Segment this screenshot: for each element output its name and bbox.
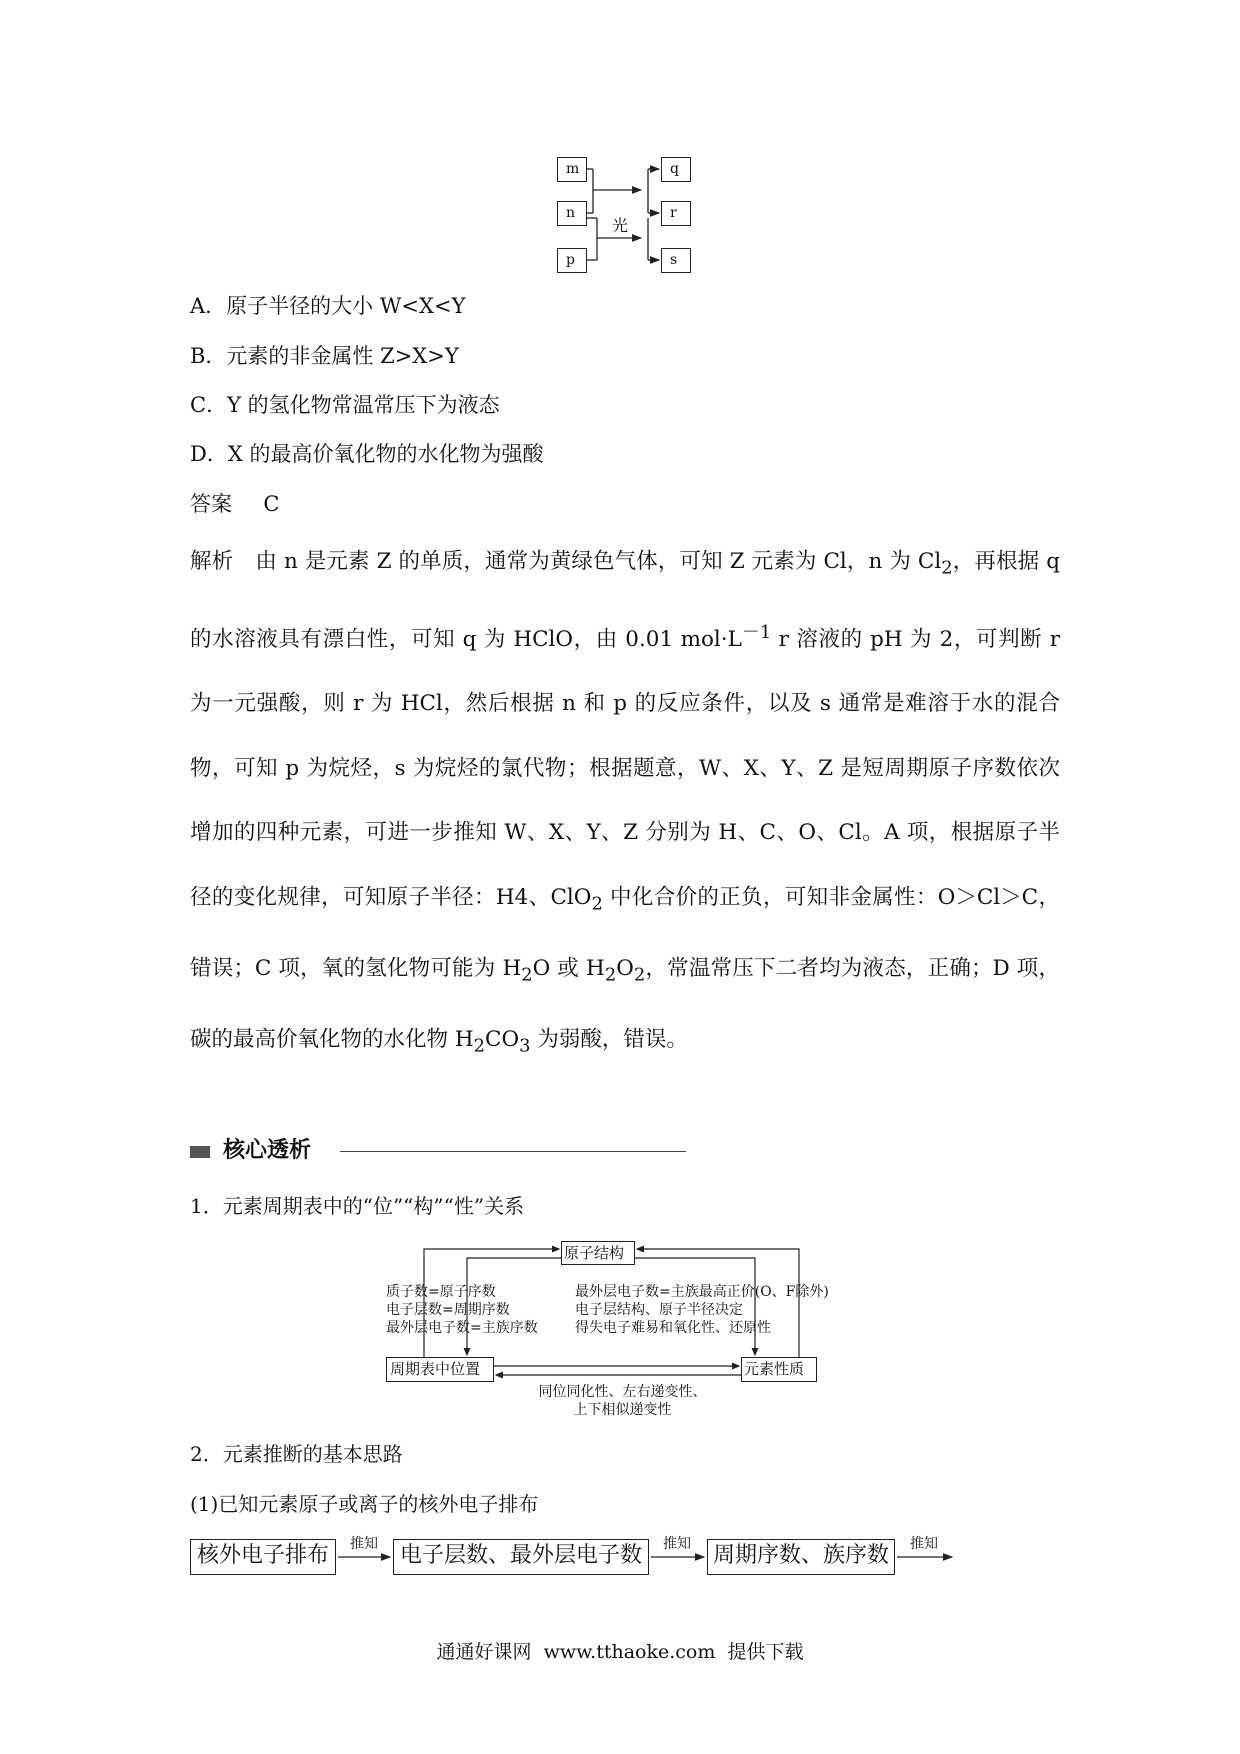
item2-sub: (1)已知元素原子或离子的核外电子排布 <box>190 1492 539 1516</box>
left-note-1: 质子数=原子序数 <box>386 1284 496 1300</box>
label-m: m <box>566 161 580 177</box>
label-q: q <box>670 161 679 177</box>
flow-arrow-label-2: 推知 <box>663 1536 691 1552</box>
item2-title: 2．元素推断的基本思路 <box>190 1442 403 1466</box>
option-b: B．元素的非金属性 Z>X>Y <box>190 344 459 368</box>
analysis-text: 由 n 是元素 Z 的单质，通常为黄绿色气体，可知 Z 元素为 Cl，n 为 $Cl_2$，再根据 q 的水溶液具有漂白性，可知 q 为 HClO，由 0.01 $mol\cdot L^{-1}$ r 溶液的 pH 为 2，可判断 r 为一元强酸，则 r 为 HCl，然后根据 n 和 p 的反应条件，以及 s 通常是难溶于水的混合物，可知 p 为烷烃，s 为烷烃的氯代物；根据题意，W、X、Y、Z 是短周期原子序数依次增加的四种元素，可进一步推知 W、X、Y、Z 分别为 H、C、O、Cl。A 项，根据原子半径的变化规律，可知原子半径：H4、ClO$_2$ 中化合价的正负，可知非金属性：O＞Cl＞C，错误；C 项，氧的氢化物可能为 $H_2O$ 或 $H_2O_2$，常温常压下二者均为液态，正确；D 项，碳的最高价氧化物的水化物 $H_2CO_3$ 为弱酸，错误。 <box>190 549 1061 1056</box>
option-d: D．X 的最高价氧化物的水化物为强酸 <box>190 442 544 466</box>
label-atomic-structure: 原子结构 <box>564 1244 625 1262</box>
bottom-note-1: 同位同化性、左右递变性、 <box>538 1384 707 1400</box>
option-a: A．原子半径的大小 W<X<Y <box>190 294 466 318</box>
left-note-3: 最外层电子数=主族序数 <box>386 1320 538 1336</box>
label-element-properties: 元素性质 <box>744 1360 805 1378</box>
flow-box-electron-config: 核外电子排布 <box>190 1539 336 1575</box>
flow-arrow-label-1: 推知 <box>350 1536 378 1552</box>
label-p: p <box>566 252 575 268</box>
answer-label: 答案 <box>190 492 232 516</box>
label-s: s <box>670 252 678 268</box>
analysis-label: 解析 <box>190 549 234 574</box>
label-n: n <box>566 205 576 221</box>
option-c: C．Y 的氢化物常温常压下为液态 <box>190 393 500 417</box>
label-r: r <box>670 205 677 221</box>
item1-title: 1．元素周期表中的“位”“构”“性”关系 <box>190 1194 525 1218</box>
section-title: 核心透析 <box>223 1137 312 1163</box>
left-note-2: 电子层数=周期序数 <box>386 1302 510 1318</box>
right-note-3: 得失电子难易和氧化性、还原性 <box>575 1320 771 1336</box>
answer-value: C <box>263 492 280 516</box>
right-note-2: 电子层结构、原子半径决定 <box>575 1302 743 1318</box>
right-note-1: 最外层电子数=主族最高正价(O、F除外) <box>575 1284 829 1300</box>
flow-box-shell-counts: 电子层数、最外层电子数 <box>393 1539 649 1575</box>
flow-box-period-group: 周期序数、族序数 <box>707 1539 895 1575</box>
label-table-position: 周期表中位置 <box>390 1360 481 1378</box>
footer: 通通好课网 www.tthaoke.com 提供下载 <box>436 1641 804 1663</box>
flow-arrow-label-3: 推知 <box>910 1536 938 1552</box>
bottom-note-2: 上下相似递变性 <box>573 1402 672 1418</box>
light-condition: 光 <box>612 216 629 235</box>
